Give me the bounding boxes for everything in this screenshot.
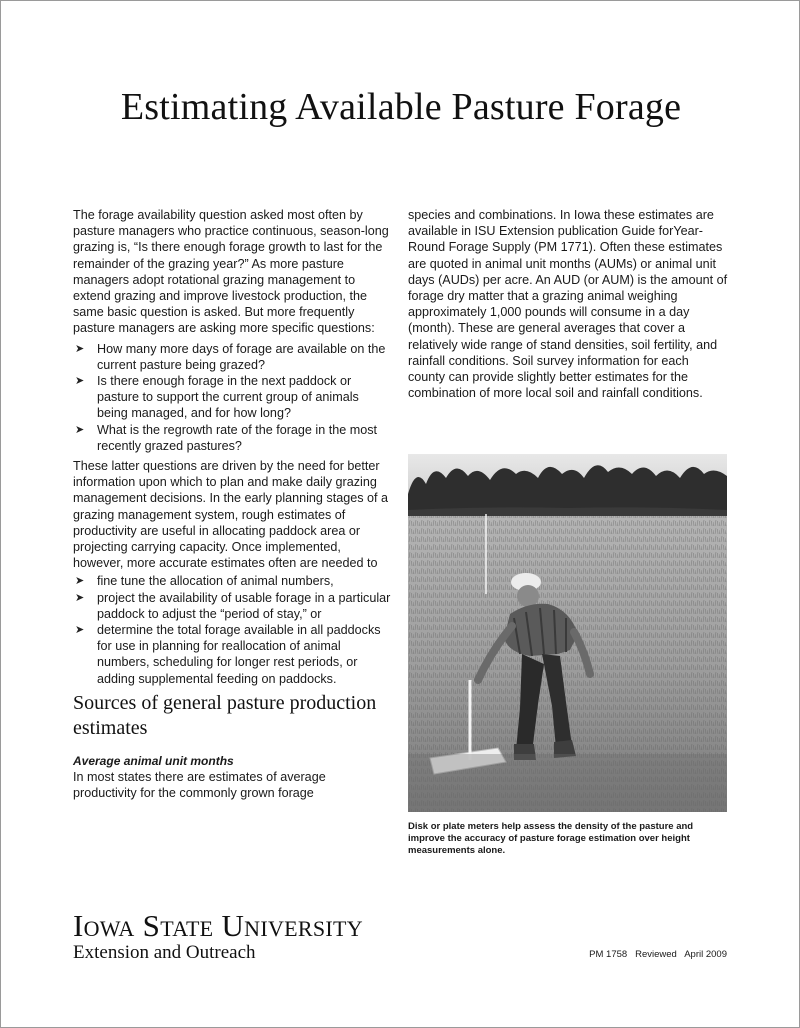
- university-unit: Extension and Outreach: [73, 942, 256, 963]
- list-item: ➤ project the availability of usable forage in a particular paddock to adjust the “period of stay,” or: [75, 590, 391, 621]
- photo-caption: Disk or plate meters help assess the density of the pasture and improve the accuracy of pasture forage estimation over height measurements alone.: [408, 821, 694, 856]
- intro-paragraph: The forage availability question asked most often by pasture managers who practice continuous, season-long grazing is, “Is there enough forage growth to last for the remainder of the grazing year?” As more pasture managers adopt rotational grazing management to extend grazing and improve livestock production, the same basic question is asked. But more frequently pasture managers are asking more specific questions:: [73, 208, 389, 336]
- pasture-photo: [408, 454, 727, 812]
- questions-list: [73, 341, 391, 454]
- right-column: [408, 207, 728, 401]
- arrowhead-bullet-icon: ➤: [75, 575, 85, 588]
- list-item: ➤ How many more days of forage are available on the current pasture being grazed?: [75, 341, 386, 372]
- publication-info: PM 1758 Reviewed April 2009: [589, 949, 727, 960]
- arrowhead-bullet-icon: ➤: [75, 624, 85, 637]
- uses-list: [73, 573, 391, 686]
- list-item: ➤ What is the regrowth rate of the forage in the most recently grazed pastures?: [75, 422, 378, 453]
- arrowhead-bullet-icon: ➤: [75, 342, 85, 355]
- list-item: ➤ determine the total forage available in all paddocks for use in planning for reallocation of animal numbers, scheduling for longer rest periods, or adding supplemental feeding on paddocks.: [75, 623, 381, 686]
- arrowhead-bullet-icon: ➤: [75, 591, 85, 604]
- page-title: Estimating Available Pasture Forage: [120, 86, 682, 128]
- section-heading: Sources of general pasture production estimates: [73, 691, 377, 739]
- left-column: [73, 207, 391, 802]
- arrowhead-bullet-icon: ➤: [75, 423, 85, 436]
- list-item: ➤ Is there enough forage in the next paddock or pasture to support the current group of animals being managed, and for how long?: [75, 374, 359, 421]
- university-logo-text: Iowa State University: [73, 908, 363, 943]
- subsection-paragraph: In most states there are estimates of average productivity for the commonly grown forage: [73, 770, 326, 801]
- right-paragraph: species and combinations. In Iowa these estimates are available in ISU Extension publication Guide forYear-Round Forage Supply (PM 1771). Often these estimates are quoted in animal unit months (AUMs) or animal unit days (AUDs) per acre. An AUD (or AUM) is the amount of forage dry matter that a grazing animal weighing approximately 1,000 pounds will consume in a day (month). These are general averages that cover a relatively wide range of stand densities, soil fertility, and rainfall conditions. Soil survey information for each county can provide slightly better estimates for the combination of more local soil and rainfall conditions.: [408, 208, 728, 401]
- middle-paragraph: These latter questions are driven by the need for better information upon which to plan and make daily grazing management decisions. In the early planning stages of a grazing management system, rough estimates of productivity are useful in allocating paddock area or projecting carrying capacity. Once implemented, however, more accurate estimates often are needed to: [73, 459, 389, 571]
- arrowhead-bullet-icon: ➤: [75, 375, 85, 388]
- list-item: ➤ fine tune the allocation of animal numbers,: [75, 574, 334, 589]
- subheading: Average animal unit months: [73, 753, 234, 768]
